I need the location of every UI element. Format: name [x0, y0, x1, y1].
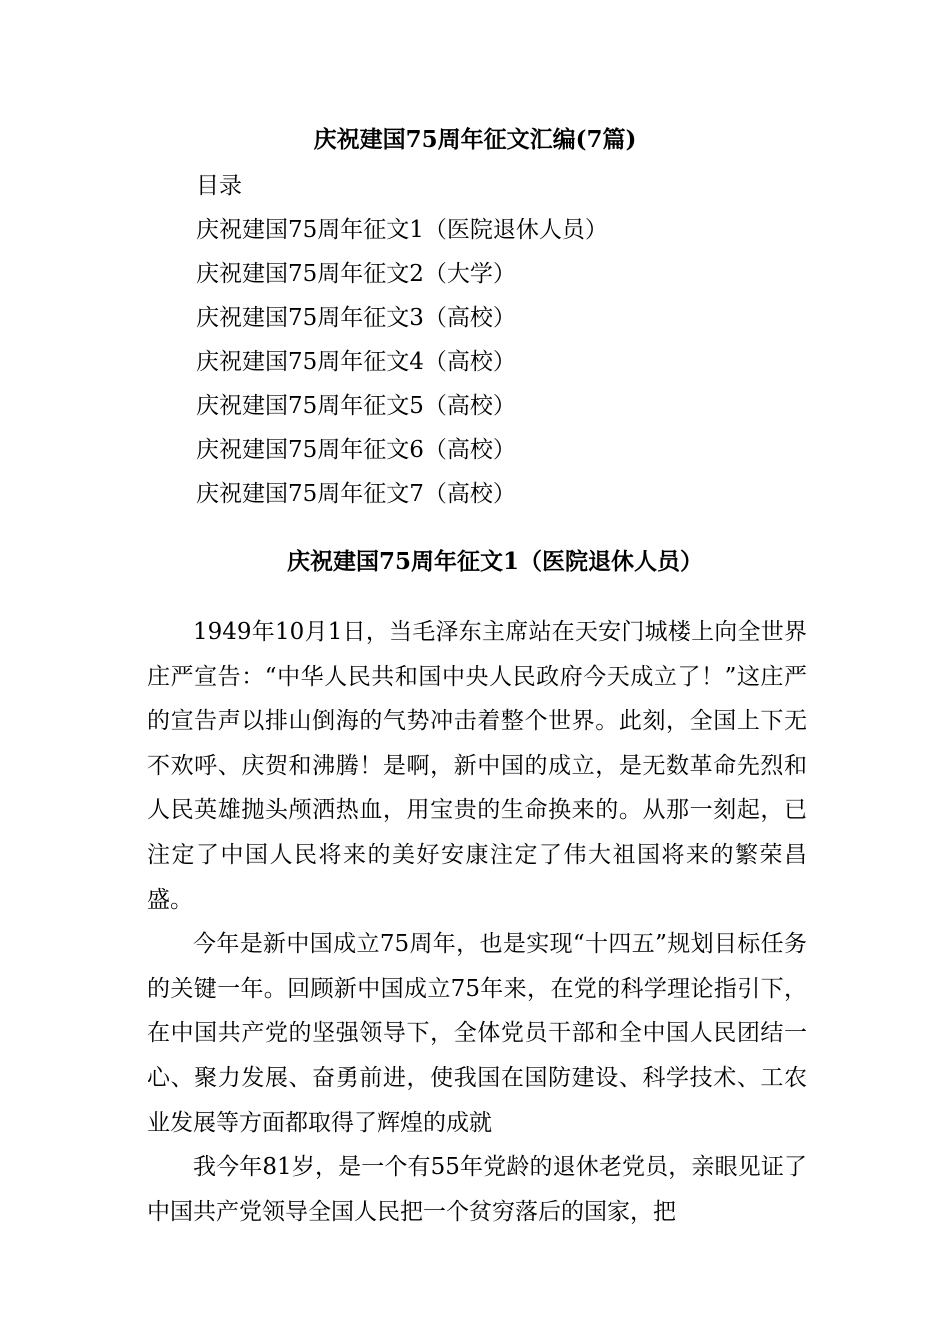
paragraph: 1949年10月1日，当毛泽东主席站在天安门城楼上向全世界庄严宣告：“中华人民共和国中央人民政府今天成立了！”这庄严的宣告声以排山倒海的气势冲击着整个世界。此刻，全国上下无不欢呼、庆贺和沸腾！是啊，新中国的成立，是无数革命先烈和人民英雄抛头颅洒热血，用宝贵的生命换来的。从那一刻起，已注定了中国人民将来的美好安康注定了伟大祖国将来的繁荣昌盛。 — [147, 619, 807, 913]
toc-item: 庆祝建国75周年征文6（高校） — [196, 437, 516, 463]
toc-item: 庆祝建国75周年征文5（高校） — [196, 393, 516, 419]
toc-item: 庆祝建国75周年征文7（高校） — [196, 481, 516, 507]
table-of-contents — [196, 164, 816, 516]
toc-item: 庆祝建国75周年征文1（医院退休人员） — [196, 217, 608, 243]
toc-item: 庆祝建国75周年征文4（高校） — [196, 349, 516, 375]
essay-body — [147, 610, 807, 1234]
toc-item: 庆祝建国75周年征文2（大学） — [196, 261, 516, 287]
toc-item: 庆祝建国75周年征文3（高校） — [196, 305, 516, 331]
paragraph: 今年是新中国成立75周年，也是实现“十四五”规划目标任务的关键一年。回顾新中国成立75年来，在党的科学理论指引下，在中国共产党的坚强领导下，全体党员干部和全中国人民团结一心、聚力发展、奋勇前进，使我国在国防建设、科学技术、工农业发展等方面都取得了辉煌的成就 — [147, 931, 807, 1136]
toc-heading: 目录 — [196, 173, 242, 199]
section-title: 庆祝建国75周年征文1（医院退休人员） — [286, 548, 703, 575]
paragraph: 我今年81岁，是一个有55年党龄的退休老党员，亲眼见证了中国共产党领导全国人民把一个贫穷落后的国家，把 — [147, 1154, 807, 1225]
document-title: 庆祝建国75周年征文汇编(7篇) — [313, 126, 637, 153]
